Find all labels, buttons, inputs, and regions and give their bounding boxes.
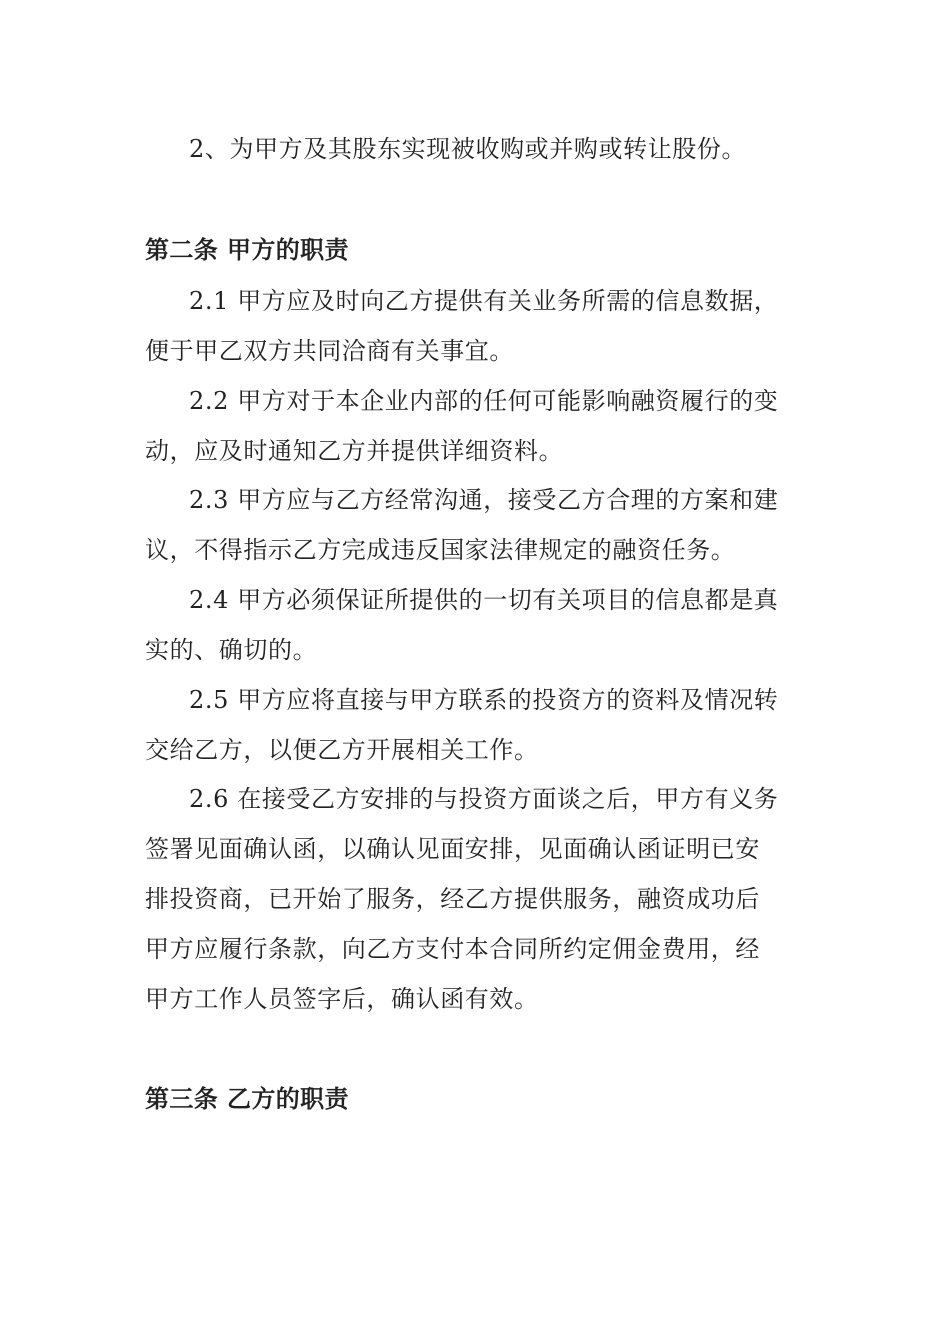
intro-item: 2、为甲方及其股东实现被收购或并购或转让股份。 (189, 135, 747, 163)
clause-2-3-line-2: 议，不得指示乙方完成违反国家法律规定的融资任务。 (145, 536, 736, 564)
clause-2-6-line-4: 甲方应履行条款，向乙方支付本合同所约定佣金费用，经 (145, 935, 760, 963)
clause-2-4-line-1: 2.4 甲方必须保证所提供的一切有关项目的信息都是真 (189, 586, 779, 614)
section-2-heading: 第二条 甲方的职责 (145, 236, 349, 264)
clause-2-2-line-1: 2.2 甲方对于本企业内部的任何可能影响融资履行的变 (189, 387, 779, 415)
clause-2-2-line-2: 动，应及时通知乙方并提供详细资料。 (145, 437, 564, 465)
clause-2-6-line-1: 2.6 在接受乙方安排的与投资方面谈之后，甲方有义务 (189, 785, 779, 813)
clause-2-4-line-2: 实的、确切的。 (145, 636, 318, 664)
clause-2-3-line-1: 2.3 甲方应与乙方经常沟通，接受乙方合理的方案和建 (189, 486, 779, 514)
clause-2-5-line-2: 交给乙方，以便乙方开展相关工作。 (145, 736, 539, 764)
clause-2-5-line-1: 2.5 甲方应将直接与甲方联系的投资方的资料及情况转 (189, 686, 779, 714)
clause-2-6-line-3: 排投资商，已开始了服务，经乙方提供服务，融资成功后 (145, 885, 760, 913)
clause-2-1-line-2: 便于甲乙双方共同洽商有关事宜。 (145, 337, 514, 365)
clause-2-6-line-2: 签署见面确认函，以确认见面安排，见面确认函证明已安 (145, 835, 760, 863)
section-3-heading: 第三条 乙方的职责 (145, 1085, 349, 1113)
clause-2-1-line-1: 2.1 甲方应及时向乙方提供有关业务所需的信息数据， (189, 287, 779, 315)
clause-2-6-line-5: 甲方工作人员签字后，确认函有效。 (145, 985, 539, 1013)
